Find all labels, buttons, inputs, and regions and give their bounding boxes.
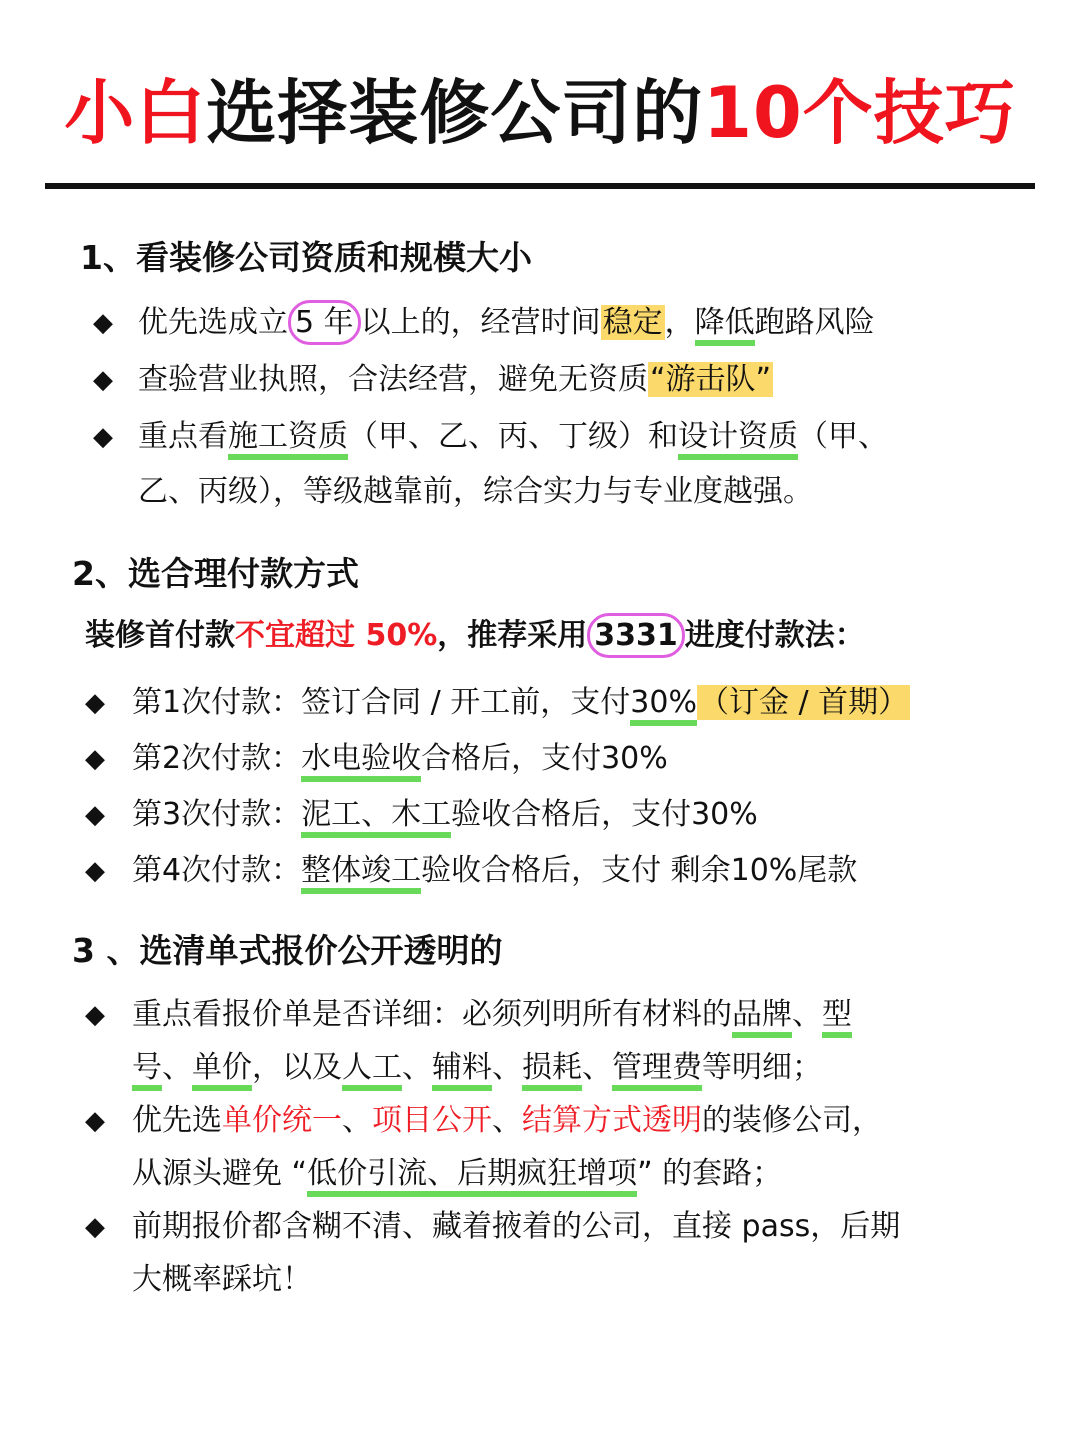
diamond-bullet-icon: ◆ [85, 1212, 105, 1242]
underlined-text: 单价 [192, 1050, 252, 1091]
list-item [132, 793, 758, 837]
section-heading: 1、看装修公司资质和规模大小 [80, 238, 532, 277]
text-segment: ，推荐采用 [437, 618, 588, 653]
circled-text: 3331 [587, 613, 685, 658]
highlighted-text: （订金 / 首期） [698, 685, 909, 720]
text-segment: 重点看 [138, 419, 228, 454]
text-segment: 第2次付款： [132, 741, 302, 776]
list-item [132, 849, 857, 893]
text-segment: （甲、乙、丙、丁级）和 [348, 419, 678, 454]
underlined-text: 整体竣工 [301, 853, 421, 894]
list-item-continuation [132, 1046, 822, 1090]
underlined-text: 降低 [695, 305, 755, 346]
text-segment: （甲、 [798, 419, 888, 454]
text-segment: 装修首付款 [85, 618, 235, 653]
underlined-text: 低价引流、后期疯狂增项 [307, 1156, 637, 1197]
text-segment: 、 [342, 1103, 372, 1138]
list-item [132, 1099, 882, 1143]
underlined-text: 损耗 [522, 1050, 582, 1091]
list-item [138, 415, 888, 459]
text-segment: 优先选 [132, 1103, 222, 1138]
text-segment: 的装修公司， [702, 1103, 882, 1138]
text-segment: 、 [582, 1050, 612, 1085]
text-segment: 第1次付款：签订合同 / 开工前，支付 [132, 685, 631, 720]
diamond-bullet-icon: ◆ [93, 365, 113, 395]
list-item [132, 737, 668, 781]
title-highlight-tips: 10个技巧 [703, 72, 1016, 154]
circled-text: 5 年 [288, 300, 361, 345]
title-divider [45, 183, 1035, 189]
list-item [138, 358, 773, 402]
underlined-text: 水电验收 [301, 741, 421, 782]
text-segment: 、 [162, 1050, 192, 1085]
text-segment: 验收合格后，支付30% [451, 797, 758, 832]
diamond-bullet-icon: ◆ [85, 1000, 105, 1030]
diamond-bullet-icon: ◆ [85, 1106, 105, 1136]
highlighted-text: 稳定 [602, 305, 663, 340]
red-emphasis-text: 不宜超过 50% [235, 618, 438, 653]
text-segment: 重点看报价单是否详细：必须列明所有材料的 [132, 997, 732, 1032]
text-segment: 以上的，经营时间 [360, 305, 601, 340]
list-item [132, 681, 910, 725]
list-item-continuation [132, 1152, 782, 1196]
text-segment: 、 [492, 1050, 522, 1085]
underlined-text: 施工资质 [228, 419, 348, 460]
underlined-text: 辅料 [432, 1050, 492, 1091]
diamond-bullet-icon: ◆ [93, 422, 113, 452]
text-segment: 查验营业执照，合法经营，避免无资质 [138, 362, 648, 397]
underlined-text: 人工 [342, 1050, 402, 1091]
diamond-bullet-icon: ◆ [85, 856, 105, 886]
page-title [0, 68, 1080, 158]
diamond-bullet-icon: ◆ [85, 688, 105, 718]
text-segment: 进度付款法： [684, 618, 865, 653]
highlighted-text: “游击队” [650, 362, 772, 397]
section-heading: 2、选合理付款方式 [72, 554, 359, 593]
section-subheading [85, 616, 865, 656]
underlined-text: 型 [822, 997, 852, 1038]
underlined-text: 号 [132, 1050, 162, 1091]
underlined-text: 管理费 [612, 1050, 702, 1091]
text-segment: 合格后，支付30% [421, 741, 668, 776]
text-segment: 等明细； [702, 1050, 822, 1085]
title-highlight-beginner: 小白 [64, 72, 207, 154]
text-segment: 、 [492, 1103, 522, 1138]
text-segment: 跑路风险 [754, 305, 875, 340]
underlined-text: 品牌 [732, 997, 792, 1038]
underlined-text: 30% [630, 685, 697, 726]
text-segment: ， [664, 305, 695, 340]
underlined-text: 设计资质 [678, 419, 798, 460]
text-segment: ，以及 [252, 1050, 342, 1085]
list-item [132, 993, 852, 1037]
diamond-bullet-icon: ◆ [85, 744, 105, 774]
text-segment: 第3次付款： [132, 797, 302, 832]
text-segment: 从源头避免 “ [132, 1156, 308, 1191]
text-segment: 前期报价都含糊不清、藏着掖着的公司，直接 pass，后期 [132, 1209, 901, 1244]
section-heading: 3 、选清单式报价公开透明的 [72, 931, 503, 970]
red-emphasis-text: 项目公开 [372, 1103, 492, 1138]
text-segment: 优先选成立 [138, 305, 288, 340]
list-item-continuation [138, 470, 813, 514]
text-segment: 大概率踩坑！ [132, 1262, 312, 1297]
list-item [132, 1205, 900, 1249]
diamond-bullet-icon: ◆ [93, 308, 113, 338]
underlined-text: 泥工、木工 [301, 797, 451, 838]
text-segment: 验收合格后，支付 剩余10%尾款 [421, 853, 858, 888]
title-main: 选择装修公司的 [206, 72, 704, 154]
text-segment: 第4次付款： [132, 853, 302, 888]
red-emphasis-text: 结算方式透明 [522, 1103, 702, 1138]
text-segment: ” 的套路； [637, 1156, 783, 1191]
text-segment: 、 [792, 997, 822, 1032]
text-segment: 、 [402, 1050, 432, 1085]
diamond-bullet-icon: ◆ [85, 800, 105, 830]
list-item-continuation [132, 1258, 312, 1302]
text-segment: 乙、丙级），等级越靠前，综合实力与专业度越强。 [138, 474, 813, 509]
list-item [138, 301, 875, 345]
red-emphasis-text: 单价统一 [222, 1103, 342, 1138]
